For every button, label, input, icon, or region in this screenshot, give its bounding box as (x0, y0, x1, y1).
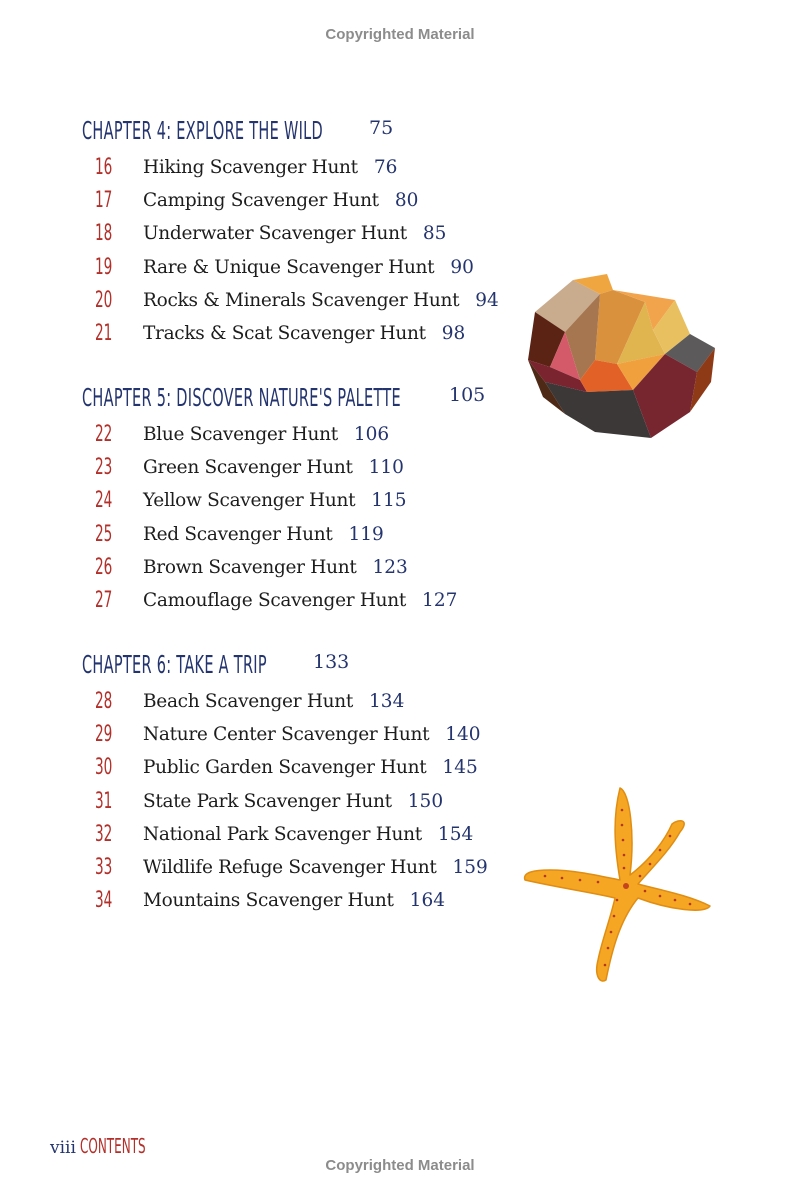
entry-label: Blue Scavenger Hunt (143, 423, 338, 445)
entry-page: 80 (394, 189, 419, 211)
entry-number: 16 (95, 154, 113, 180)
entry-label: Nature Center Scavenger Hunt (143, 723, 430, 745)
page-footer (50, 1134, 189, 1158)
chapter-title: CHAPTER 5: DISCOVER NATURE'S PALETTE (82, 383, 401, 412)
entry-number: 25 (95, 521, 113, 547)
entry-page: 94 (475, 289, 499, 311)
toc-entry (95, 252, 474, 282)
footer-page-number: viii (50, 1138, 76, 1158)
toc-entry (95, 519, 384, 549)
entry-number: 22 (95, 421, 113, 447)
entry-number: 28 (95, 688, 113, 714)
toc-entry (95, 885, 445, 915)
toc-entry (95, 852, 488, 882)
entry-label: Brown Scavenger Hunt (143, 556, 357, 578)
entry-label: Camping Scavenger Hunt (143, 189, 379, 211)
entry-number: 26 (95, 554, 113, 580)
chapter-page: 75 (369, 117, 394, 139)
chapter-page: 105 (449, 384, 486, 406)
entry-label: Camouflage Scavenger Hunt (143, 589, 407, 611)
entry-number: 19 (95, 254, 113, 280)
entry-number: 23 (95, 454, 113, 480)
entry-number: 30 (95, 754, 113, 780)
entry-label: Red Scavenger Hunt (143, 523, 333, 545)
entry-page: 123 (372, 556, 408, 578)
entry-page: 159 (452, 856, 488, 878)
entry-label: State Park Scavenger Hunt (143, 790, 392, 812)
entry-number: 24 (95, 487, 113, 513)
entry-page: 134 (369, 690, 405, 712)
toc-entry (95, 185, 418, 215)
footer-section: CONTENTS (79, 1134, 146, 1158)
toc-entry (95, 419, 389, 449)
entry-number: 18 (95, 220, 113, 246)
entry-number: 21 (95, 320, 113, 346)
entry-label: Wildlife Refuge Scavenger Hunt (143, 856, 437, 878)
entry-label: Yellow Scavenger Hunt (143, 489, 356, 511)
entry-label: National Park Scavenger Hunt (143, 823, 422, 845)
toc-entry (95, 318, 465, 348)
chapter-title: CHAPTER 6: TAKE A TRIP (82, 650, 267, 679)
rock-mineral-icon (525, 272, 720, 444)
entry-number: 34 (95, 887, 113, 913)
toc-entry (95, 752, 478, 782)
entry-label: Rare & Unique Scavenger Hunt (143, 256, 435, 278)
chapter-page: 133 (313, 651, 350, 673)
entry-number: 20 (95, 287, 113, 313)
chapter-heading (82, 116, 498, 145)
toc-entry (95, 786, 443, 816)
toc-entry (95, 819, 473, 849)
entry-page: 127 (422, 589, 458, 611)
entry-label: Rocks & Minerals Scavenger Hunt (143, 289, 460, 311)
entry-label: Mountains Scavenger Hunt (143, 889, 394, 911)
entry-label: Underwater Scavenger Hunt (143, 222, 407, 244)
entry-number: 32 (95, 821, 113, 847)
entry-number: 31 (95, 788, 113, 814)
entry-page: 119 (348, 523, 384, 545)
entry-number: 29 (95, 721, 113, 747)
entry-label: Beach Scavenger Hunt (143, 690, 354, 712)
watermark-bottom: Copyrighted Material (325, 1157, 475, 1174)
entry-page: 150 (407, 790, 444, 812)
entry-page: 140 (445, 723, 481, 745)
entry-label: Public Garden Scavenger Hunt (143, 756, 427, 778)
entry-page: 145 (442, 756, 478, 778)
entry-label: Tracks & Scat Scavenger Hunt (143, 322, 426, 344)
toc-entry (95, 686, 404, 716)
chapter-title: CHAPTER 4: EXPLORE THE WILD (82, 116, 323, 145)
entry-page: 85 (422, 222, 447, 244)
toc-entry (95, 719, 481, 749)
toc-entry (95, 552, 408, 582)
toc-entry (95, 152, 397, 182)
entry-page: 106 (353, 423, 390, 445)
chapter-heading (82, 650, 401, 679)
toc-entry (95, 485, 407, 515)
toc-entry (95, 218, 446, 248)
entry-number: 33 (95, 854, 113, 880)
entry-page: 164 (409, 889, 445, 911)
entry-label: Green Scavenger Hunt (143, 456, 353, 478)
toc-entry (95, 452, 404, 482)
entry-number: 17 (95, 187, 113, 213)
starfish-icon (520, 780, 716, 986)
toc-entry (95, 585, 457, 615)
toc-entry (95, 285, 499, 315)
entry-page: 76 (373, 156, 398, 178)
watermark-top: Copyrighted Material (325, 26, 475, 43)
entry-page: 110 (368, 456, 404, 478)
entry-page: 90 (450, 256, 474, 278)
entry-label: Hiking Scavenger Hunt (143, 156, 358, 178)
entry-page: 98 (441, 322, 466, 344)
entry-number: 27 (95, 587, 113, 613)
entry-page: 115 (371, 489, 407, 511)
entry-page: 154 (437, 823, 474, 845)
